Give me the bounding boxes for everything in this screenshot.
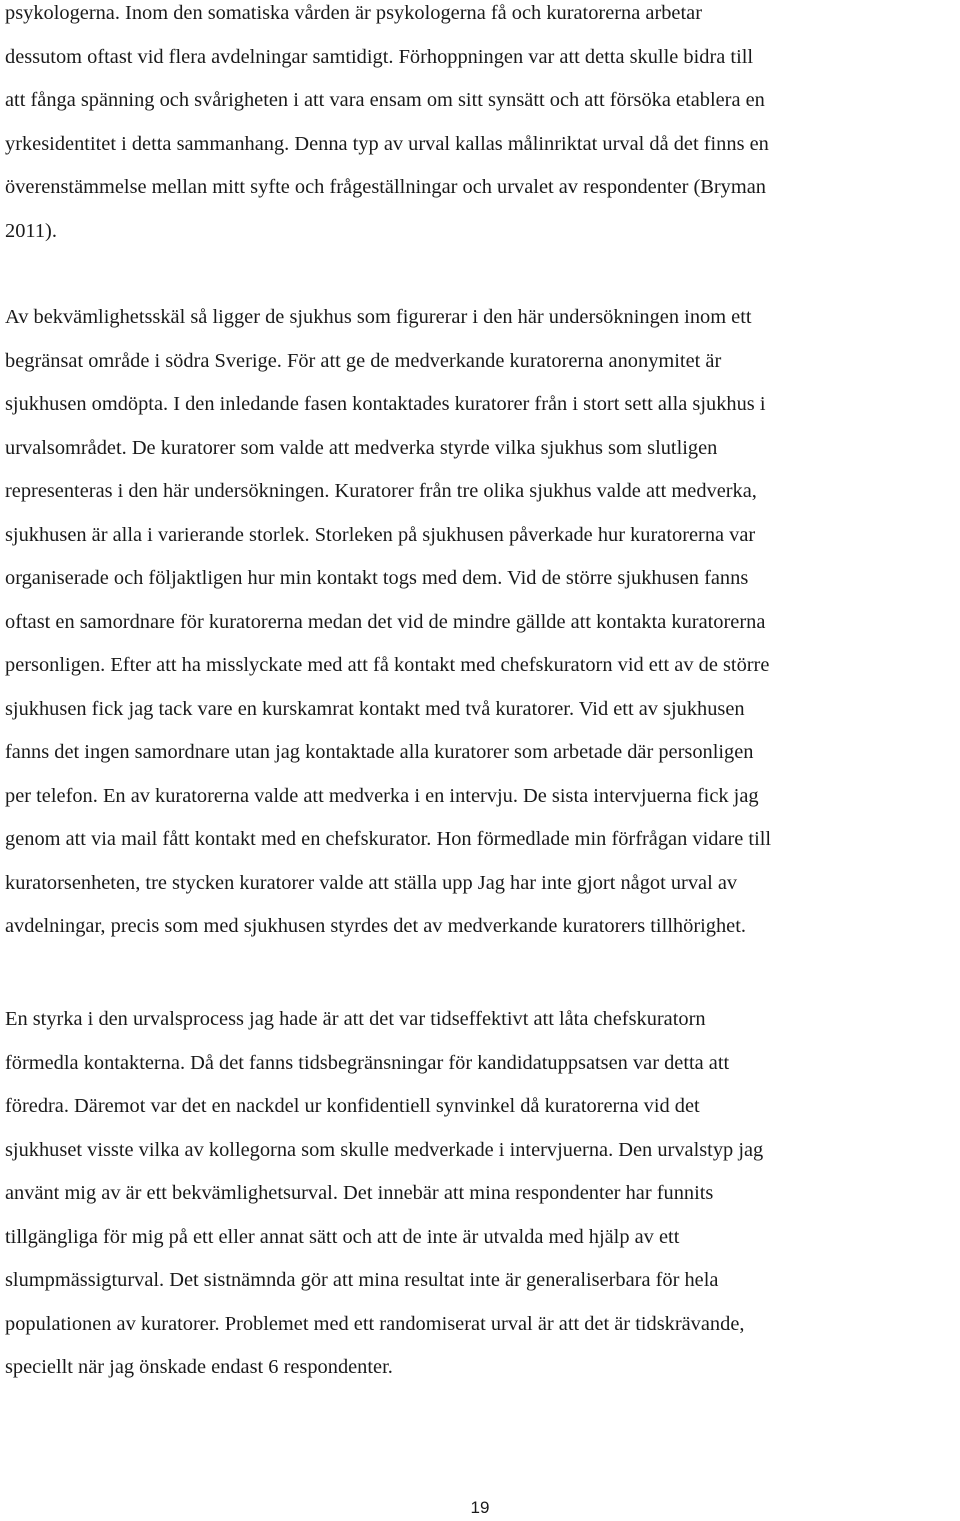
text-line: genom att via mail fått kontakt med en chefskurator. Hon förmedlade min förfrågan vidare till: [5, 828, 772, 850]
text-line: sjukhuset visste vilka av kollegorna som skulle medverkade i intervjuerna. Den urvalstyp jag: [5, 1138, 764, 1161]
paragraph-text: [5, 296, 960, 949]
text-line: sjukhusen är alla i varierande storlek. Storleken på sjukhusen påverkade hur kuratorerna var: [5, 523, 756, 546]
paragraph-2: [5, 296, 960, 949]
text-line: per telefon. En av kuratorerna valde att medverka i en intervju. De sista intervjuerna fick jag: [5, 784, 759, 807]
paragraph-1: [5, 0, 960, 253]
paragraph-text: [5, 998, 960, 1390]
text-line: yrkesidentitet i detta sammanhang. Denna typ av urval kallas målinriktat urval då det finns en: [5, 132, 769, 155]
text-line: populationen av kuratorer. Problemet med ett randomiserat urval är att det är tidskrävande,: [5, 1312, 745, 1335]
text-line: kuratorsenheten, tre stycken kuratorer valde att ställa upp Jag har inte gjort något urval av: [5, 871, 738, 894]
text-line: begränsat område i södra Sverige. För att ge de medverkande kuratorerna anonymitet är: [5, 349, 722, 372]
text-line: använt mig av är ett bekvämlighetsurval. Det innebär att mina respondenter har funnits: [5, 1182, 714, 1204]
text-line: personligen. Efter att ha misslyckate med att få kontakt med chefskuratorn vid ett av de större: [5, 654, 770, 676]
text-line: speciellt när jag önskade endast 6 respondenter.: [5, 1356, 393, 1378]
text-line: representeras i den här undersökningen. Kuratorer från tre olika sjukhus valde att medverka,: [5, 480, 757, 502]
text-line: organiserade och följaktligen hur min kontakt togs med dem. Vid de större sjukhusen fanns: [5, 567, 749, 589]
paragraph-3: [5, 998, 960, 1390]
text-line: psykologerna. Inom den somatiska vården är psykologerna få och kuratorerna arbetar: [5, 2, 702, 24]
text-line: tillgängliga för mig på ett eller annat sätt och att de inte är utvalda med hjälp av ett: [5, 1225, 680, 1248]
text-line: slumpmässigturval. Det sistnämnda gör att mina resultat inte är generaliserbara för hela: [5, 1269, 719, 1291]
paragraph-text: [5, 0, 960, 253]
text-line: förmedla kontakterna. Då det fanns tidsbegränsningar för kandidatuppsatsen var detta att: [5, 1051, 730, 1074]
page-number: 19: [470, 1498, 490, 1517]
text-line: överenstämmelse mellan mitt syfte och frågeställningar och urvalet av respondenter (Bryman: [5, 176, 766, 198]
text-line: sjukhusen fick jag tack vare en kurskamrat kontakt med två kuratorer. Vid ett av sjukhusen: [5, 697, 745, 720]
text-line: sjukhusen omdöpta. I den inledande fasen kontaktades kuratorer från i stort sett alla sjukhus i: [5, 393, 766, 415]
text-line: att fånga spänning och svårigheten i att vara ensam om sitt synsätt och att försöka etablera en: [5, 89, 765, 111]
text-line: 2011).: [5, 219, 57, 242]
text-line: En styrka i den urvalsprocess jag hade är att det var tidseffektivt att låta chefskuratorn: [5, 1008, 706, 1030]
text-line: urvalsområdet. De kuratorer som valde att medverka styrde vilka sjukhus som slutligen: [5, 436, 718, 459]
text-line: oftast en samordnare för kuratorerna medan det vid de mindre gällde att kontakta kuratorerna: [5, 610, 766, 633]
text-line: Av bekvämlighetsskäl så ligger de sjukhus som figurerar i den här undersökningen inom ett: [5, 306, 752, 328]
text-line: fanns det ingen samordnare utan jag kontaktade alla kuratorer som arbetade där personligen: [5, 741, 754, 763]
text-line: dessutom oftast vid flera avdelningar samtidigt. Förhoppningen var att detta skulle bidra till: [5, 45, 754, 68]
text-line: föredra. Däremot var det en nackdel ur konfidentiell synvinkel då kuratorerna vid det: [5, 1095, 700, 1117]
text-line: avdelningar, precis som med sjukhusen styrdes det av medverkande kuratorers tillhörighet.: [5, 915, 746, 937]
